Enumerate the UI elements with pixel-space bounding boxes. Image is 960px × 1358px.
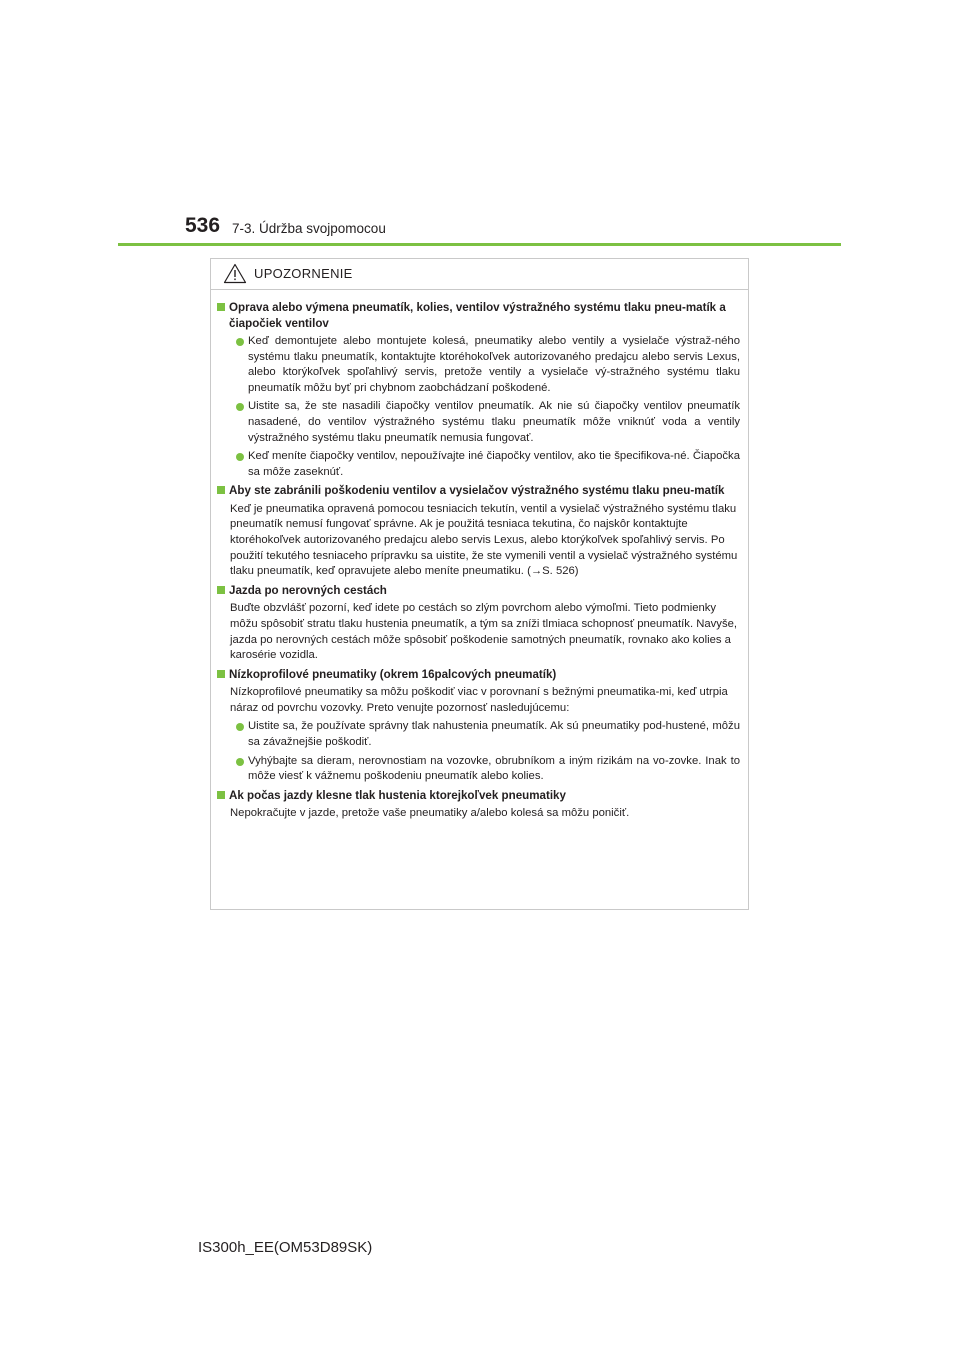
header-rule (118, 243, 841, 246)
warning-box (210, 258, 749, 910)
bullet-item (217, 334, 740, 396)
section-heading-text: Nízkoprofilové pneumatiky (okrem 16palcových pneumatík) (229, 667, 557, 681)
round-bullet-icon (236, 758, 244, 766)
section-heading (217, 667, 740, 683)
bullet-text: Uistite sa, že ste nasadili čiapočky ventilov pneumatík. Ak nie sú čiapočky ventilov pneumatík nasadené, do ventilov výstražného systému tlaku pneumatík môže vniknúť voda a ventily výstražného systému tlaku pneumatík nemusia fungovať. (248, 400, 740, 444)
bullet-item (217, 719, 740, 750)
paragraph: Nepokračujte v jazde, pretože vaše pneumatiky a/alebo kolesá sa môžu poničiť. (230, 807, 630, 820)
round-bullet-icon (236, 453, 244, 461)
warning-header (211, 259, 748, 290)
bullet-text: Vyhýbajte sa dieram, nerovnostiam na vozovke, obrubníkom a iným rizikám na vo-zovke. Inak to môže viesť k vážnemu poškodeniu pneumatík alebo kolies. (248, 754, 740, 783)
square-bullet-icon (217, 303, 225, 311)
section-heading-text: Jazda po nerovných cestách (229, 583, 387, 597)
square-bullet-icon (217, 486, 225, 494)
section-heading (217, 788, 740, 804)
square-bullet-icon (217, 791, 225, 799)
section-heading-text: Oprava alebo výmena pneumatík, kolies, ventilov výstražného systému tlaku pneu-matík a čiapočiek ventilov (229, 301, 726, 330)
section-heading-text: Ak počas jazdy klesne tlak hustenia ktorejkoľvek pneumatiky (229, 788, 566, 802)
paragraph: Keď je pneumatika opravená pomocou tesniacich tekutín, ventil a vysielač výstražného systému tlaku pneumatík nemusí fungovať správne. Ak je použitá tesniaca tekutina, čo najskôr kontaktujte ktoréhokoľvek autorizovaného predajcu alebo servis Lexus, alebo ktorýkoľvek spoľahlivý servis. Po použití tekutého tesniaceho prípravku sa uistite, že ste vymenili ventil a vysielač výstražného systému tlaku pneumatík, keď opravujete alebo meníte pneumatiku. (→S. 526) (230, 502, 738, 578)
round-bullet-icon (236, 723, 244, 731)
section-heading-text: Aby ste zabránili poškodeniu ventilov a vysielačov výstražného systému tlaku pneu-matík (229, 484, 725, 498)
bullet-text: Keď meníte čiapočky ventilov, nepoužívajte iné čiapočky ventilov, ako tie špecifikova-né. Čiapočka sa môže zaseknúť. (248, 450, 740, 478)
page-number: 536 (185, 214, 221, 237)
section-heading (217, 483, 740, 499)
paragraph: Buďte obzvlášť pozorní, keď idete po cestách so zlým povrchom alebo výmoľmi. Tieto podmienky môžu spôsobiť stratu tlaku hustenia pneumatík, a tým sa zníži tlmiaca schopnosť pneumatík. Navyše, jazda po nerovných cestách môže spôsobiť poškodenie samotných pneumatík, rovnako ako kolies a karosérie vozidla. (230, 602, 738, 662)
doc-code: IS300h_EE(OM53D89SK) (198, 1239, 373, 1256)
round-bullet-icon (236, 403, 244, 411)
round-bullet-icon (236, 338, 244, 346)
warning-body (211, 290, 748, 822)
paragraph: Nízkoprofilové pneumatiky sa môžu poškodiť viac v porovnaní s bežnými pneumatika-mi, keď utrpia náraz od povrchu vozovky. Preto venujte pozornosť nasledujúcemu: (230, 686, 728, 714)
warning-triangle-icon (223, 263, 247, 284)
section-heading (217, 300, 740, 331)
square-bullet-icon (217, 670, 225, 678)
square-bullet-icon (217, 586, 225, 594)
bullet-item (217, 399, 740, 446)
section-heading (217, 583, 740, 599)
bullet-item (217, 754, 740, 785)
bullet-text: Keď demontujete alebo montujete kolesá, pneumatiky alebo ventily a vysielače výstraž-ného systému tlaku pneumatík, kontaktujte ktoréhokoľvek autorizovaného predajcu alebo servis Lexus, alebo ktorýkoľvek spoľahlivý servis, pretože ventily a vysielače vý-stražného systému tlaku pneumatík môžu byť pri chybnom zaobchádzaní poškodené. (248, 335, 740, 394)
bullet-text: Uistite sa, že používate správny tlak nahustenia pneumatík. Ak sú pneumatiky pod-hustené, môžu sa závažnejšie poškodiť. (248, 720, 740, 748)
section-title: 7-3. Údržba svojpomocou (232, 221, 386, 236)
bullet-item (217, 449, 740, 480)
warning-title: UPOZORNENIE (254, 266, 353, 281)
